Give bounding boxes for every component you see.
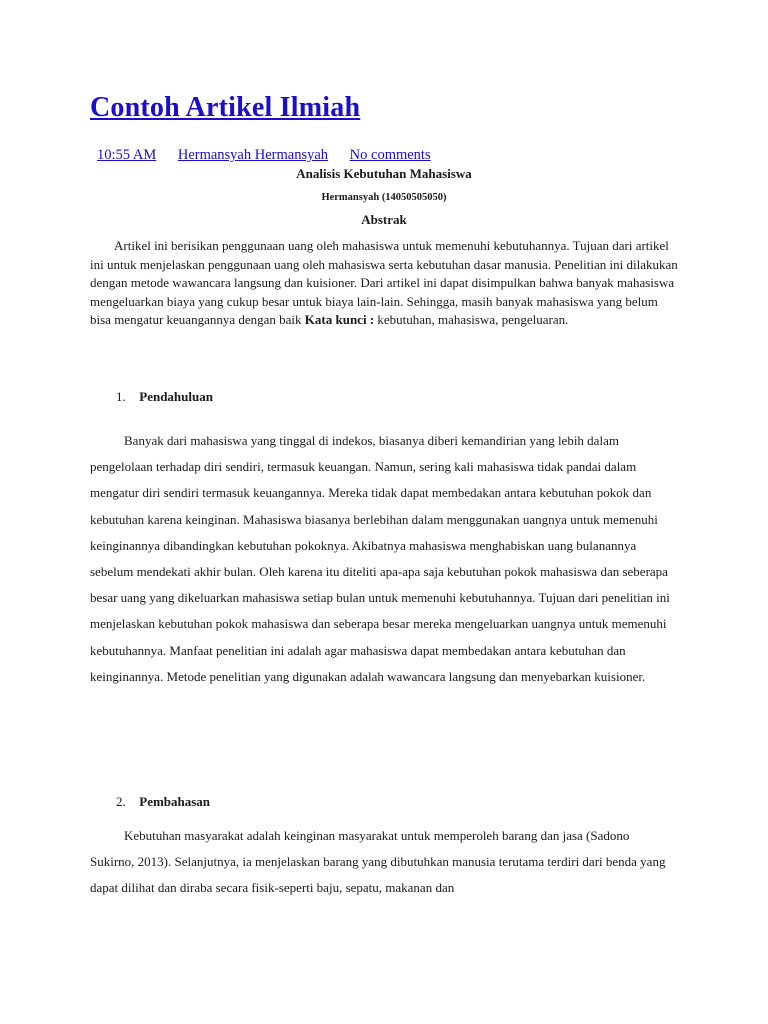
section-number: 2. [116, 794, 126, 809]
section-title: Pendahuluan [139, 389, 213, 404]
section-title: Pembahasan [139, 794, 211, 809]
section-heading-pembahasan [116, 794, 210, 810]
post-meta [97, 147, 449, 164]
author-line: Hermansyah (14050505050) [321, 192, 447, 203]
abstract-paragraph [90, 237, 678, 330]
section-number: 1. [116, 389, 126, 404]
keyword-list: kebutuhan, mahasiswa, pengeluaran. [374, 312, 569, 327]
post-title-link[interactable]: Contoh Artikel Ilmiah [90, 92, 361, 123]
post-time-link[interactable]: 10:55 AM [97, 147, 157, 163]
section-paragraph-pembahasan: Kebutuhan masyarakat adalah keinginan masyarakat untuk memperoleh barang dan jasa (Sadono Sukirno, 2013). Selanjutnya, ia menjelaskan barang yang dibutuhkan manusia terutama terdiri dari benda yang dapat dilihat dan diraba secara fisik-seperti baju, sepatu, makanan dan [90, 828, 666, 896]
abstract-heading: Abstrak [361, 212, 407, 227]
section-paragraph-pendahuluan: Banyak dari mahasiswa yang tinggal di indekos, biasanya diberi kemandirian yang lebih dalam pengelolaan terhadap diri sendiri, termasuk keuangan. Namun, sering kali mahasiswa tidak pandai dalam mengatur diri sendiri termasuk keuangannya. Mereka tidak dapat membedakan antara kebutuhan pokok dan kebutuhan karena keinginan. Mahasiswa biasanya berlebihan dalam menggunakan uangnya untuk memenuhi keinginannya dibandingkan kebutuhan pokoknya. Akibatnya mahasiswa menghabiskan uang bulanannya sebelum mendekati akhir bulan. Oleh karena itu diteliti apa-apa saja kebutuhan pokok mahasiswa dan seberapa besar uang yang dikeluarkan mahasiswa setiap bulan untuk memenuhi kebutuhannya. Tujuan dari penelitian ini menjelaskan kebutuhan pokok mahasiswa dan seberapa besar mereka mengeluarkan uangnya untuk memenuhi kebutuhannya. Manfaat penelitian ini adalah agar mahasiswa dapat membedakan antara kebutuhan dan keinginannya. Metode penelitian yang digunakan adalah wawancara langsung dan menyebarkan kuisioner. [90, 433, 670, 684]
post-author-link[interactable]: Hermansyah Hermansyah [177, 147, 329, 163]
keyword-label: Kata kunci : [304, 312, 375, 327]
section-heading-pendahuluan [116, 389, 213, 405]
article-title: Analisis Kebutuhan Mahasiswa [296, 166, 472, 181]
abstract-text: Artikel ini berisikan penggunaan uang oleh mahasiswa untuk memenuhi kebutuhannya. Tujuan dari artikel ini untuk menjelaskan penggunaan uang oleh mahasiswa serta kebutuhan dasar manusia. Penelitian ini dilakukan dengan metode wawancara langsung dan kuisioner. Dari artikel ini dapat disimpulkan bahwa banyak mahasiswa mengeluarkan biaya yang cukup besar untuk biaya lain-lain. Sehingga, masih banyak mahasiswa yang belum bisa mengatur keuangannya dengan baik [90, 238, 678, 327]
post-comments-link[interactable]: No comments [349, 147, 431, 163]
